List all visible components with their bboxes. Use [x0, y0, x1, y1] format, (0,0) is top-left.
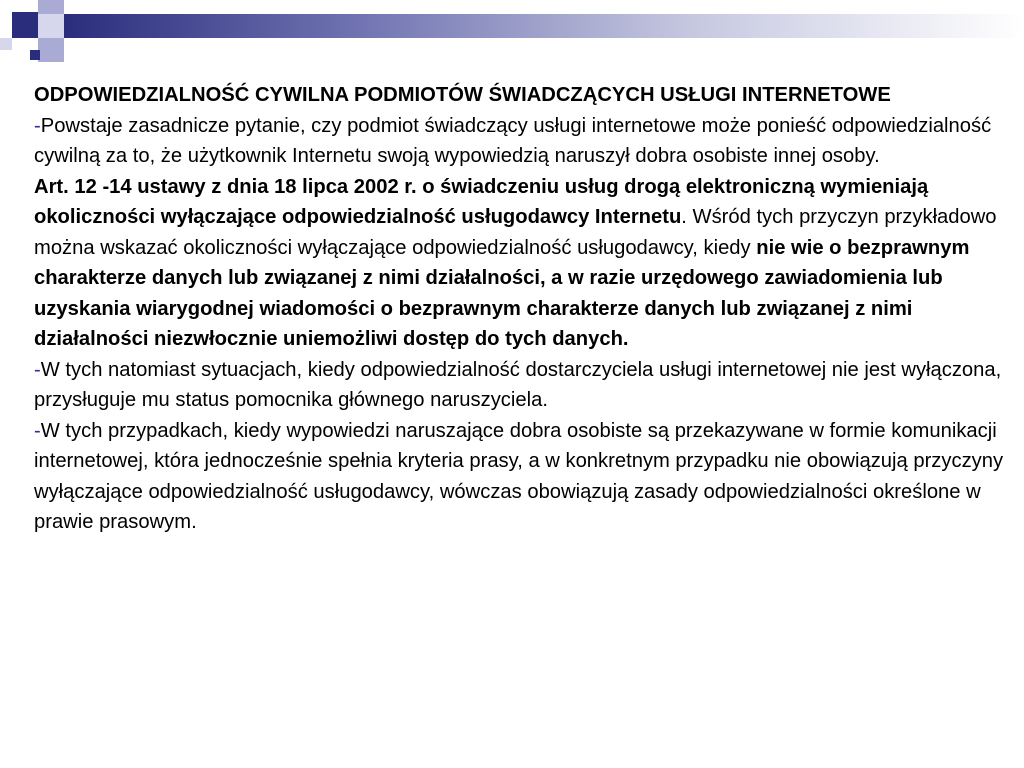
paragraph-2 — [34, 172, 1004, 355]
deco-square — [12, 12, 38, 38]
paragraph-1-text: Powstaje zasadnicze pytanie, czy podmiot świadczący usługi internetowe może ponieść odpowiedzialność cywilną za to, że użytkownik Internetu swoją wypowiedzią naruszył dobra osobiste innej osoby. — [34, 114, 992, 167]
deco-square — [30, 50, 40, 60]
paragraph-4-text: W tych przypadkach, kiedy wypowiedzi naruszające dobra osobiste są przekazywane w formie komunikacji internetowej, która jednocześnie spełnia kryteria prasy, a w konkretnym przypadku nie obowiązują przyczyny wyłączające odpowiedzialność usługodawcy, wówczas obowiązują zasady odpowiedzialności określone w prawie prasowym. — [34, 419, 1004, 533]
deco-square — [38, 14, 64, 38]
bullet-dash: - — [34, 358, 41, 381]
slide-title: ODPOWIEDZIALNOŚĆ CYWILNA PODMIOTÓW ŚWIADCZĄCYCH USŁUGI INTERNETOWE — [34, 84, 891, 106]
paragraph-4 — [34, 416, 1004, 538]
deco-square — [38, 38, 64, 62]
bullet-dash: - — [34, 419, 41, 442]
deco-square — [0, 38, 12, 50]
header-decoration — [0, 0, 1024, 62]
paragraph-2-bold-tail: nie wie o bezprawnym charakterze danych lub związanej z nimi działalności, a w razie urzędowego zawiadomienia lub uzyskania wiarygodnej wiadomości o bezprawnym charakterze danych lub związanej z nimi działalności niezwłocznie uniemożliwi dostęp do tych danych. — [34, 236, 970, 350]
paragraph-2-bold-lead: Art. 12 -14 ustawy z dnia 18 lipca 2002 r. o świadczeniu usług drogą elektroniczną wymieniają okoliczności wyłączające odpowiedzialność usługodawcy Internetu — [34, 175, 929, 228]
bullet-dash: - — [34, 114, 41, 137]
header-gradient-bar — [64, 14, 1024, 38]
deco-square — [38, 0, 64, 14]
paragraph-3-text: W tych natomiast sytuacjach, kiedy odpowiedzialność dostarczyciela usługi internetowej nie jest wyłączona, przysługuje mu status pomocnika głównego naruszyciela. — [34, 358, 1002, 411]
paragraph-1 — [34, 111, 1004, 172]
paragraph-3 — [34, 355, 1004, 416]
paragraph-2-normal-mid: . Wśród tych przyczyn przykładowo można wskazać okoliczności wyłączające odpowiedzialność usługodawcy, kiedy — [34, 206, 997, 259]
slide-body — [34, 80, 1004, 538]
